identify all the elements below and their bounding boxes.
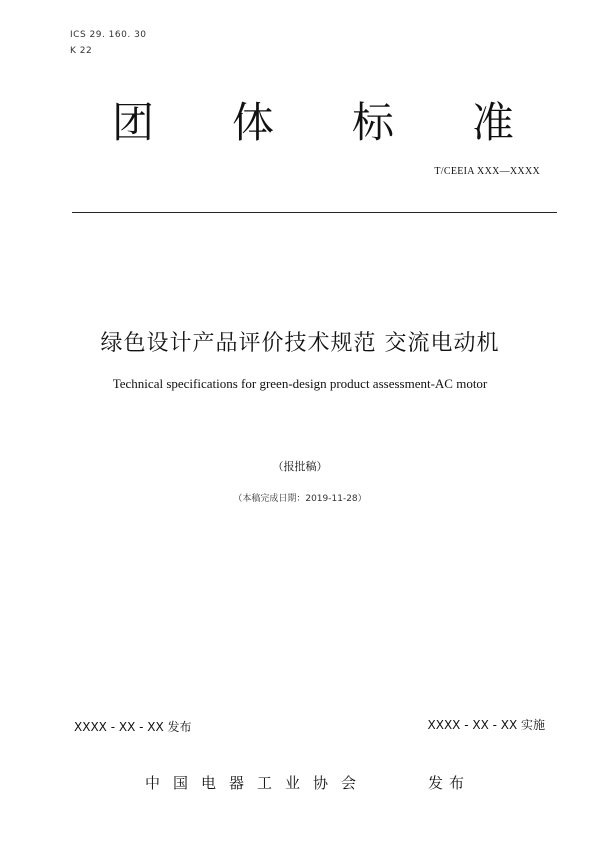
draft-stage: （报批稿） [272,460,328,473]
standard-type-title [0,98,600,148]
draft-completion-date: （本稿完成日期：2019-11-28） [233,494,367,504]
standard-type-char: 体 [232,98,275,147]
standard-number: T/CEEIA XXX—XXXX [434,166,540,177]
issue-label: 发布 [428,774,471,792]
english-title: Technical specifications for green-design product assessment-AC motor [112,376,488,391]
standard-type-char: 标 [352,98,395,147]
standard-type-char: 团 [112,98,155,147]
implementation-date: XXXX - XX - XX 实施 [427,718,545,732]
header-divider [72,212,557,213]
ccs-code: K 22 [70,46,93,56]
chinese-title: 绿色设计产品评价技术规范 交流电动机 [100,331,500,356]
issuing-organization: 中国电器工业协会 [145,774,370,792]
publish-date: XXXX - XX - XX 发布 [74,720,192,734]
ics-code: ICS 29. 160. 30 [70,30,147,40]
standard-type-char: 准 [472,98,515,147]
